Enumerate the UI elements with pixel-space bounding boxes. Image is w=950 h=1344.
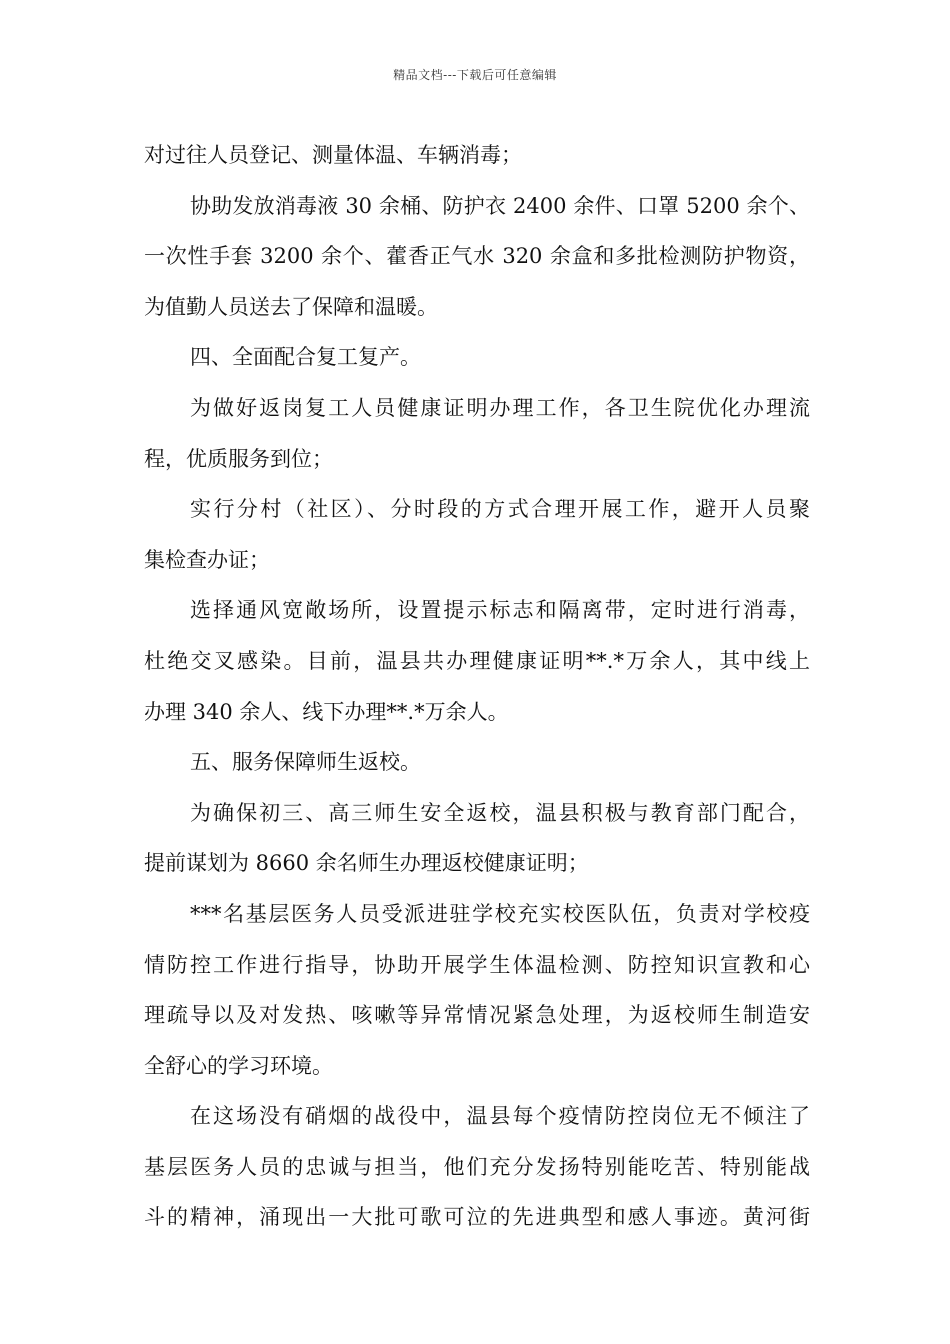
text-line: 选择通风宽敞场所，设置提示标志和隔离带，定时进行消毒， [190,598,810,623]
text-line: 全舒心的学习环境。 [144,1053,333,1078]
document-body [144,130,810,1243]
text-line: 提前谋划为 8660 余名师生办理返校健康证明； [144,851,589,876]
text-line: 在这场没有硝烟的战役中，温县每个疫情防控岗位无不倾注了 [190,1104,810,1129]
text-line: 实行分村（社区）、分时段的方式合理开展工作，避开人员聚 [190,497,810,522]
text-line: ***名基层医务人员受派进驻学校充实校医队伍，负责对学校疫 [190,901,810,926]
text-line: 情防控工作进行指导，协助开展学生体温检测、防控知识宣教和心 [144,952,810,977]
text-line: 斗的精神，涌现出一大批可歌可泣的先进典型和感人事迹。黄河街 [144,1205,810,1230]
text-line: 办理 340 余人、线下办理**.*万余人。 [144,699,509,724]
text-line: 为确保初三、高三师生安全返校，温县积极与教育部门配合， [190,800,810,825]
text-line: 集检查办证； [144,547,270,572]
text-line: 程，优质服务到位； [144,446,333,471]
section-heading: 五、服务保障师生返校。 [190,750,421,775]
text-line: 一次性手套 3200 余个、藿香正气水 320 余盒和多批检测防护物资， [144,244,810,269]
text-line: 协助发放消毒液 30 余桶、防护衣 2400 余件、口罩 5200 余个、 [190,193,810,218]
text-line: 为值勤人员送去了保障和温暖。 [144,294,438,319]
text-line: 杜绝交叉感染。目前，温县共办理健康证明**.*万余人，其中线上 [144,648,810,673]
text-line: 对过往人员登记、测量体温、车辆消毒； [144,143,522,167]
section-heading: 四、全面配合复工复产。 [190,345,421,370]
text-line: 理疏导以及对发热、咳嗽等异常情况紧急处理，为返校师生制造安 [144,1003,810,1028]
text-line: 基层医务人员的忠诚与担当，他们充分发扬特别能吃苦、特别能战 [144,1154,810,1179]
page-header: 精品文档---下载后可任意编辑 [393,68,557,82]
text-line: 为做好返岗复工人员健康证明办理工作，各卫生院优化办理流 [190,395,810,420]
